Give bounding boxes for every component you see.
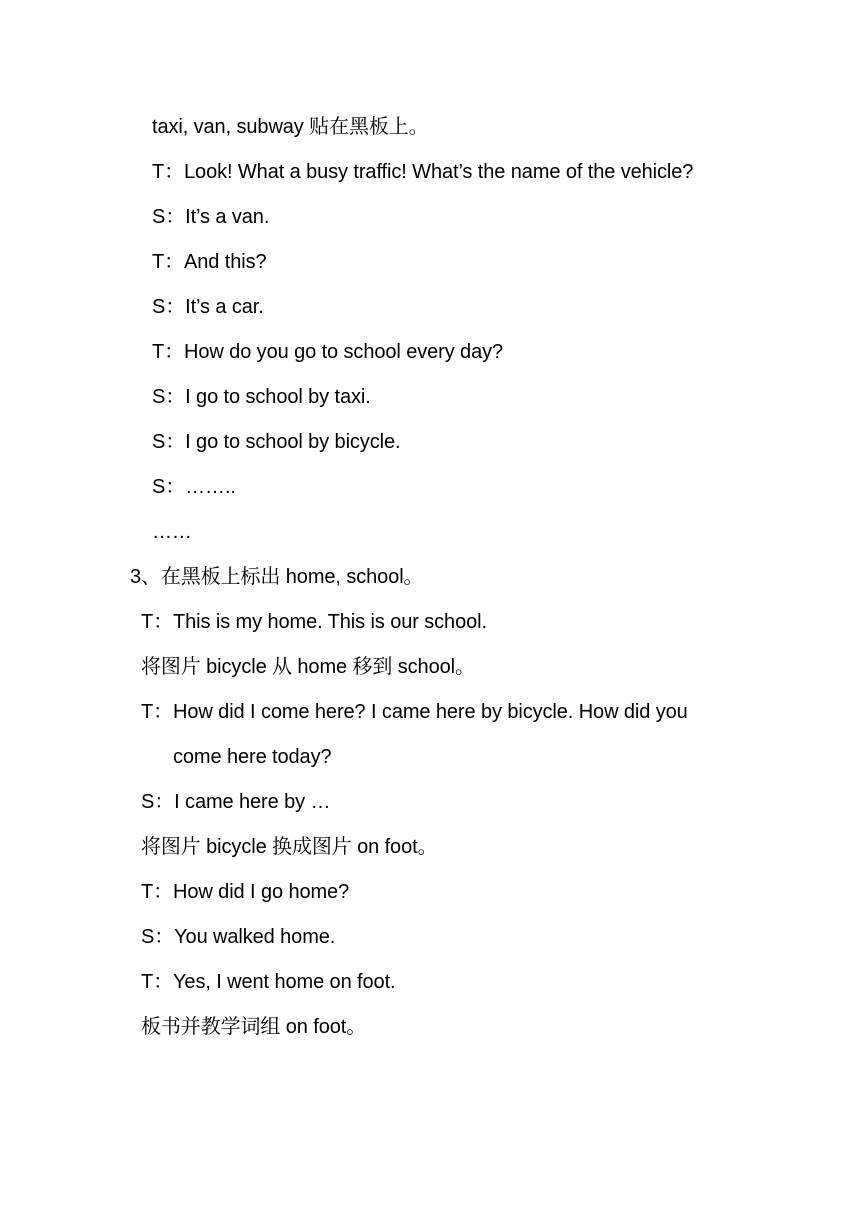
- text-line-ellipsis: ……: [152, 521, 192, 543]
- text-line-student-bicycle: S：I go to school by bicycle.: [152, 431, 401, 453]
- text-line-student-car: S：It’s a car.: [152, 296, 264, 318]
- text-line-student-ellipsis: S：……..: [152, 476, 236, 498]
- text-line-move-bicycle: 将图片 bicycle 从 home 移到 school。: [141, 656, 475, 678]
- text-line-materials: taxi, van, subway 贴在黑板上。: [152, 116, 429, 138]
- text-line-board-on-foot: 板书并教学词组 on foot。: [141, 1016, 367, 1038]
- text-line-student-walked: S：You walked home.: [141, 926, 336, 948]
- text-line-teacher-busy-traffic: T：Look! What a busy traffic! What’s the name of the vehicle?: [152, 161, 694, 183]
- text-line-teacher-how-go-school: T：How do you go to school every day?: [152, 341, 504, 363]
- text-line-student-came-by: S：I came here by …: [141, 791, 331, 813]
- text-line-teacher-how-did-i-come: T：How did I come here? I came here by bicycle. How did you: [141, 701, 688, 723]
- text-line-swap-picture: 将图片 bicycle 换成图片 on foot。: [141, 836, 438, 858]
- text-line-teacher-and-this: T：And this?: [152, 251, 267, 273]
- text-line-teacher-come-today: come here today?: [173, 746, 332, 768]
- text-line-teacher-how-go-home: T：How did I go home?: [141, 881, 350, 903]
- text-line-teacher-home-school: T：This is my home. This is our school.: [141, 611, 487, 633]
- text-line-student-van: S：It’s a van.: [152, 206, 270, 228]
- text-line-step-3: 3、在黑板上标出 home, school。: [130, 566, 424, 588]
- text-line-teacher-on-foot: T：Yes, I went home on foot.: [141, 971, 396, 993]
- text-line-student-taxi: S：I go to school by taxi.: [152, 386, 371, 408]
